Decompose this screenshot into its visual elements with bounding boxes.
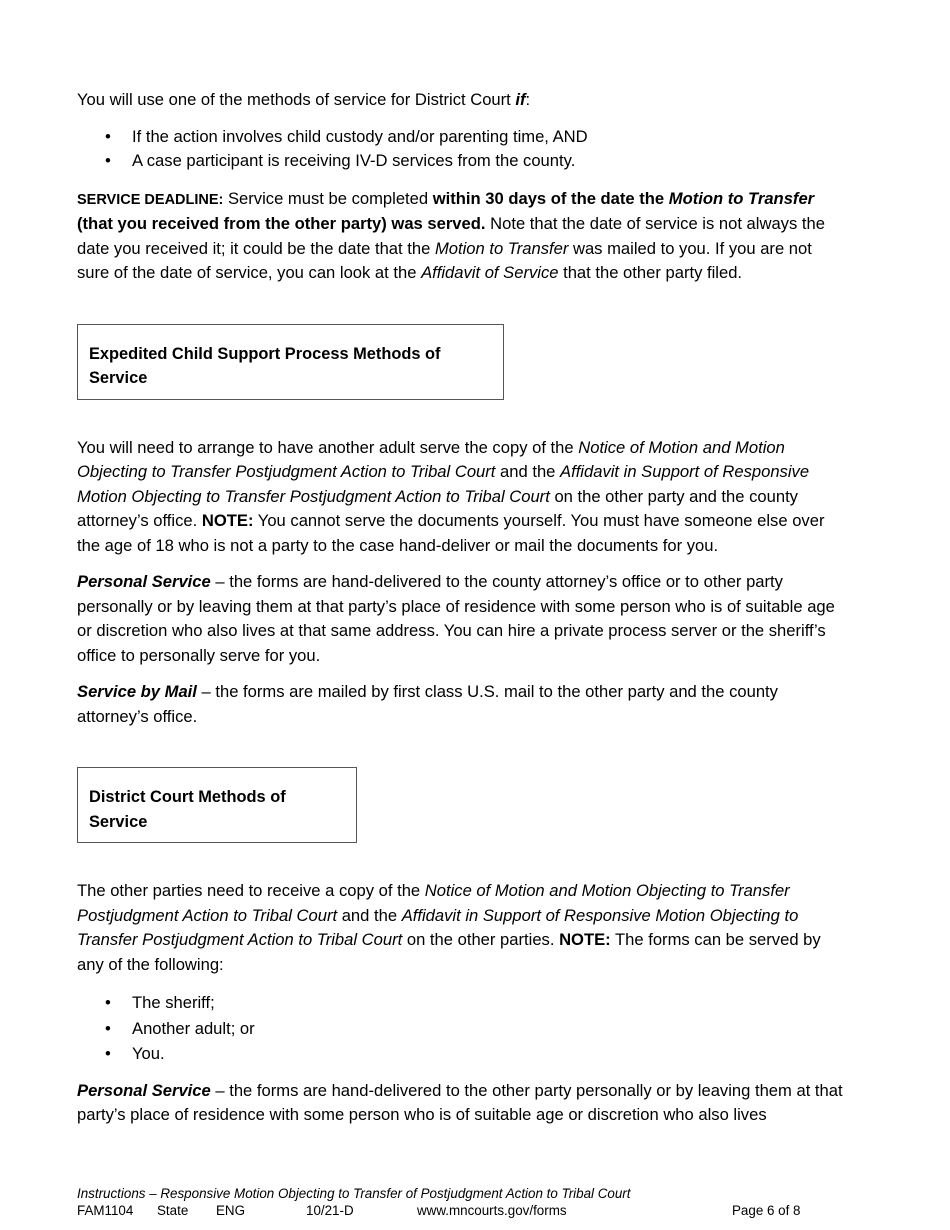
exp-italic-1: Notice of Motion and Motion Objecting to Transfer Postjudgment Action to Tribal Court: [77, 437, 785, 481]
deadline-text-2: Note that the date of service is not always the date you received it; it could be the date that the: [77, 214, 825, 258]
exp-text-1: You will need to arrange to have another adult serve the copy of the: [77, 437, 579, 457]
intro-colon: :: [525, 90, 531, 109]
exp-note-label: NOTE:: [201, 511, 254, 530]
expedited-mail-paragraph: [77, 680, 847, 729]
exp-personal-text: – the forms are hand-delivered to the county attorney’s office or to other party personally or by leaving them at that party’s place of residence with some person who is of suitable age or discretion who also lives at that same address. You can hire a private process server or the sheriff’s office to personally serve for you.: [77, 572, 835, 665]
deadline-label: SERVICE DEADLINE:: [77, 191, 224, 208]
district-heading-wrapper: [77, 767, 847, 843]
dist-text-1: The other parties need to receive a copy of the: [77, 881, 425, 900]
list-item-text: You.: [132, 1044, 165, 1063]
dist-personal-text: – the forms are hand-delivered to the other party personally or by leaving them at that party’s place of residence with some person who is of suitable age or discretion who also lives: [77, 1080, 843, 1124]
deadline-bold-1: within 30 days of the date the: [432, 188, 669, 208]
exp-text-2: and the: [495, 462, 561, 481]
intro-if: if: [515, 90, 526, 109]
dist-text-3: on the other parties.: [402, 930, 560, 949]
footer-url: www.mncourts.gov/forms: [417, 1203, 567, 1218]
dist-text-4: The forms can be served by any of the following:: [77, 930, 821, 974]
intro-paragraph: [77, 88, 847, 113]
deadline-italic-2: Affidavit of Service: [421, 263, 559, 282]
district-heading-box: District Court Methods of Service: [77, 767, 357, 843]
deadline-bold-italic-1: Motion to Transfer: [668, 188, 815, 208]
dist-personal-label: Personal Service: [77, 1080, 211, 1100]
footer-meta-row: [77, 1202, 837, 1219]
deadline-text-4: that the other party filed.: [558, 263, 743, 282]
list-item: [77, 990, 847, 1016]
expedited-personal-paragraph: [77, 570, 847, 668]
exp-italic-2: Affidavit in Support of Responsive Motion Objecting to Transfer Postjudgment Action to Tribal Court: [77, 462, 810, 506]
footer-page-number: Page 6 of 8: [732, 1203, 801, 1218]
page-footer: [77, 1185, 837, 1219]
bullet-icon: •: [105, 1044, 111, 1063]
list-item: [77, 125, 847, 150]
intro-text: You will use one of the methods of service for District Court: [77, 90, 516, 109]
bullet-icon: •: [105, 151, 111, 170]
exp-text-3: on the other party and the county attorney’s office.: [77, 486, 798, 530]
district-personal-paragraph: [77, 1079, 847, 1128]
dist-italic-1: Notice of Motion and Motion Objecting to Transfer Postjudgment Action to Tribal Court: [77, 881, 790, 925]
dist-text-2: and the: [337, 905, 402, 925]
expedited-heading-wrapper: [77, 324, 847, 400]
expedited-heading-box: Expedited Child Support Process Methods of Service: [77, 324, 504, 400]
exp-mail-text: – the forms are mailed by first class U.S. mail to the other party and the county attorney’s office.: [77, 682, 778, 726]
deadline-paragraph: [77, 187, 847, 286]
deadline-italic-1: Motion to Transfer: [434, 238, 569, 258]
list-item: [77, 149, 847, 174]
list-item-text: A case participant is receiving IV-D services from the county.: [132, 151, 576, 170]
deadline-text-3: was mailed to you. If you are not sure of the date of service, you can look at the: [77, 238, 812, 282]
deadline-text-1: Service must be completed: [223, 188, 433, 208]
list-item-text: Another adult; or: [132, 1018, 255, 1038]
footer-language: ENG: [216, 1203, 246, 1218]
footer-revision: 10/21-D: [306, 1203, 354, 1218]
exp-personal-label: Personal Service: [77, 572, 211, 591]
document-body: [77, 88, 847, 1128]
list-item-text: The sheriff;: [132, 993, 215, 1012]
district-paragraph: [77, 879, 847, 977]
footer-title: Instructions – Responsive Motion Objecting to Transfer of Postjudgment Action to Tribal Court: [77, 1186, 631, 1201]
exp-mail-label: Service by Mail: [77, 682, 197, 701]
list-item: [77, 1041, 847, 1067]
bullet-icon: •: [105, 993, 111, 1012]
bullet-icon: •: [105, 126, 111, 146]
deadline-bold-2: (that you received from the other party) was served.: [77, 214, 486, 233]
bullet-icon: •: [105, 1018, 111, 1038]
expedited-paragraph: [77, 436, 847, 559]
conditions-list: [77, 125, 847, 174]
list-item-text: If the action involves child custody and/or parenting time, AND: [132, 126, 588, 146]
exp-text-4: You cannot serve the documents yourself. You must have someone else over the age of 18 who is not a party to the case hand-deliver or mail the documents for you.: [77, 511, 825, 555]
dist-italic-2: Affidavit in Support of Responsive Motion Objecting to Transfer Postjudgment Action to Tribal Court: [77, 905, 799, 949]
footer-jurisdiction: State: [157, 1203, 189, 1218]
servers-list: [77, 990, 847, 1067]
list-item: [77, 1016, 847, 1042]
dist-note-label: NOTE:: [559, 930, 611, 949]
footer-form-id: FAM1104: [77, 1203, 134, 1218]
